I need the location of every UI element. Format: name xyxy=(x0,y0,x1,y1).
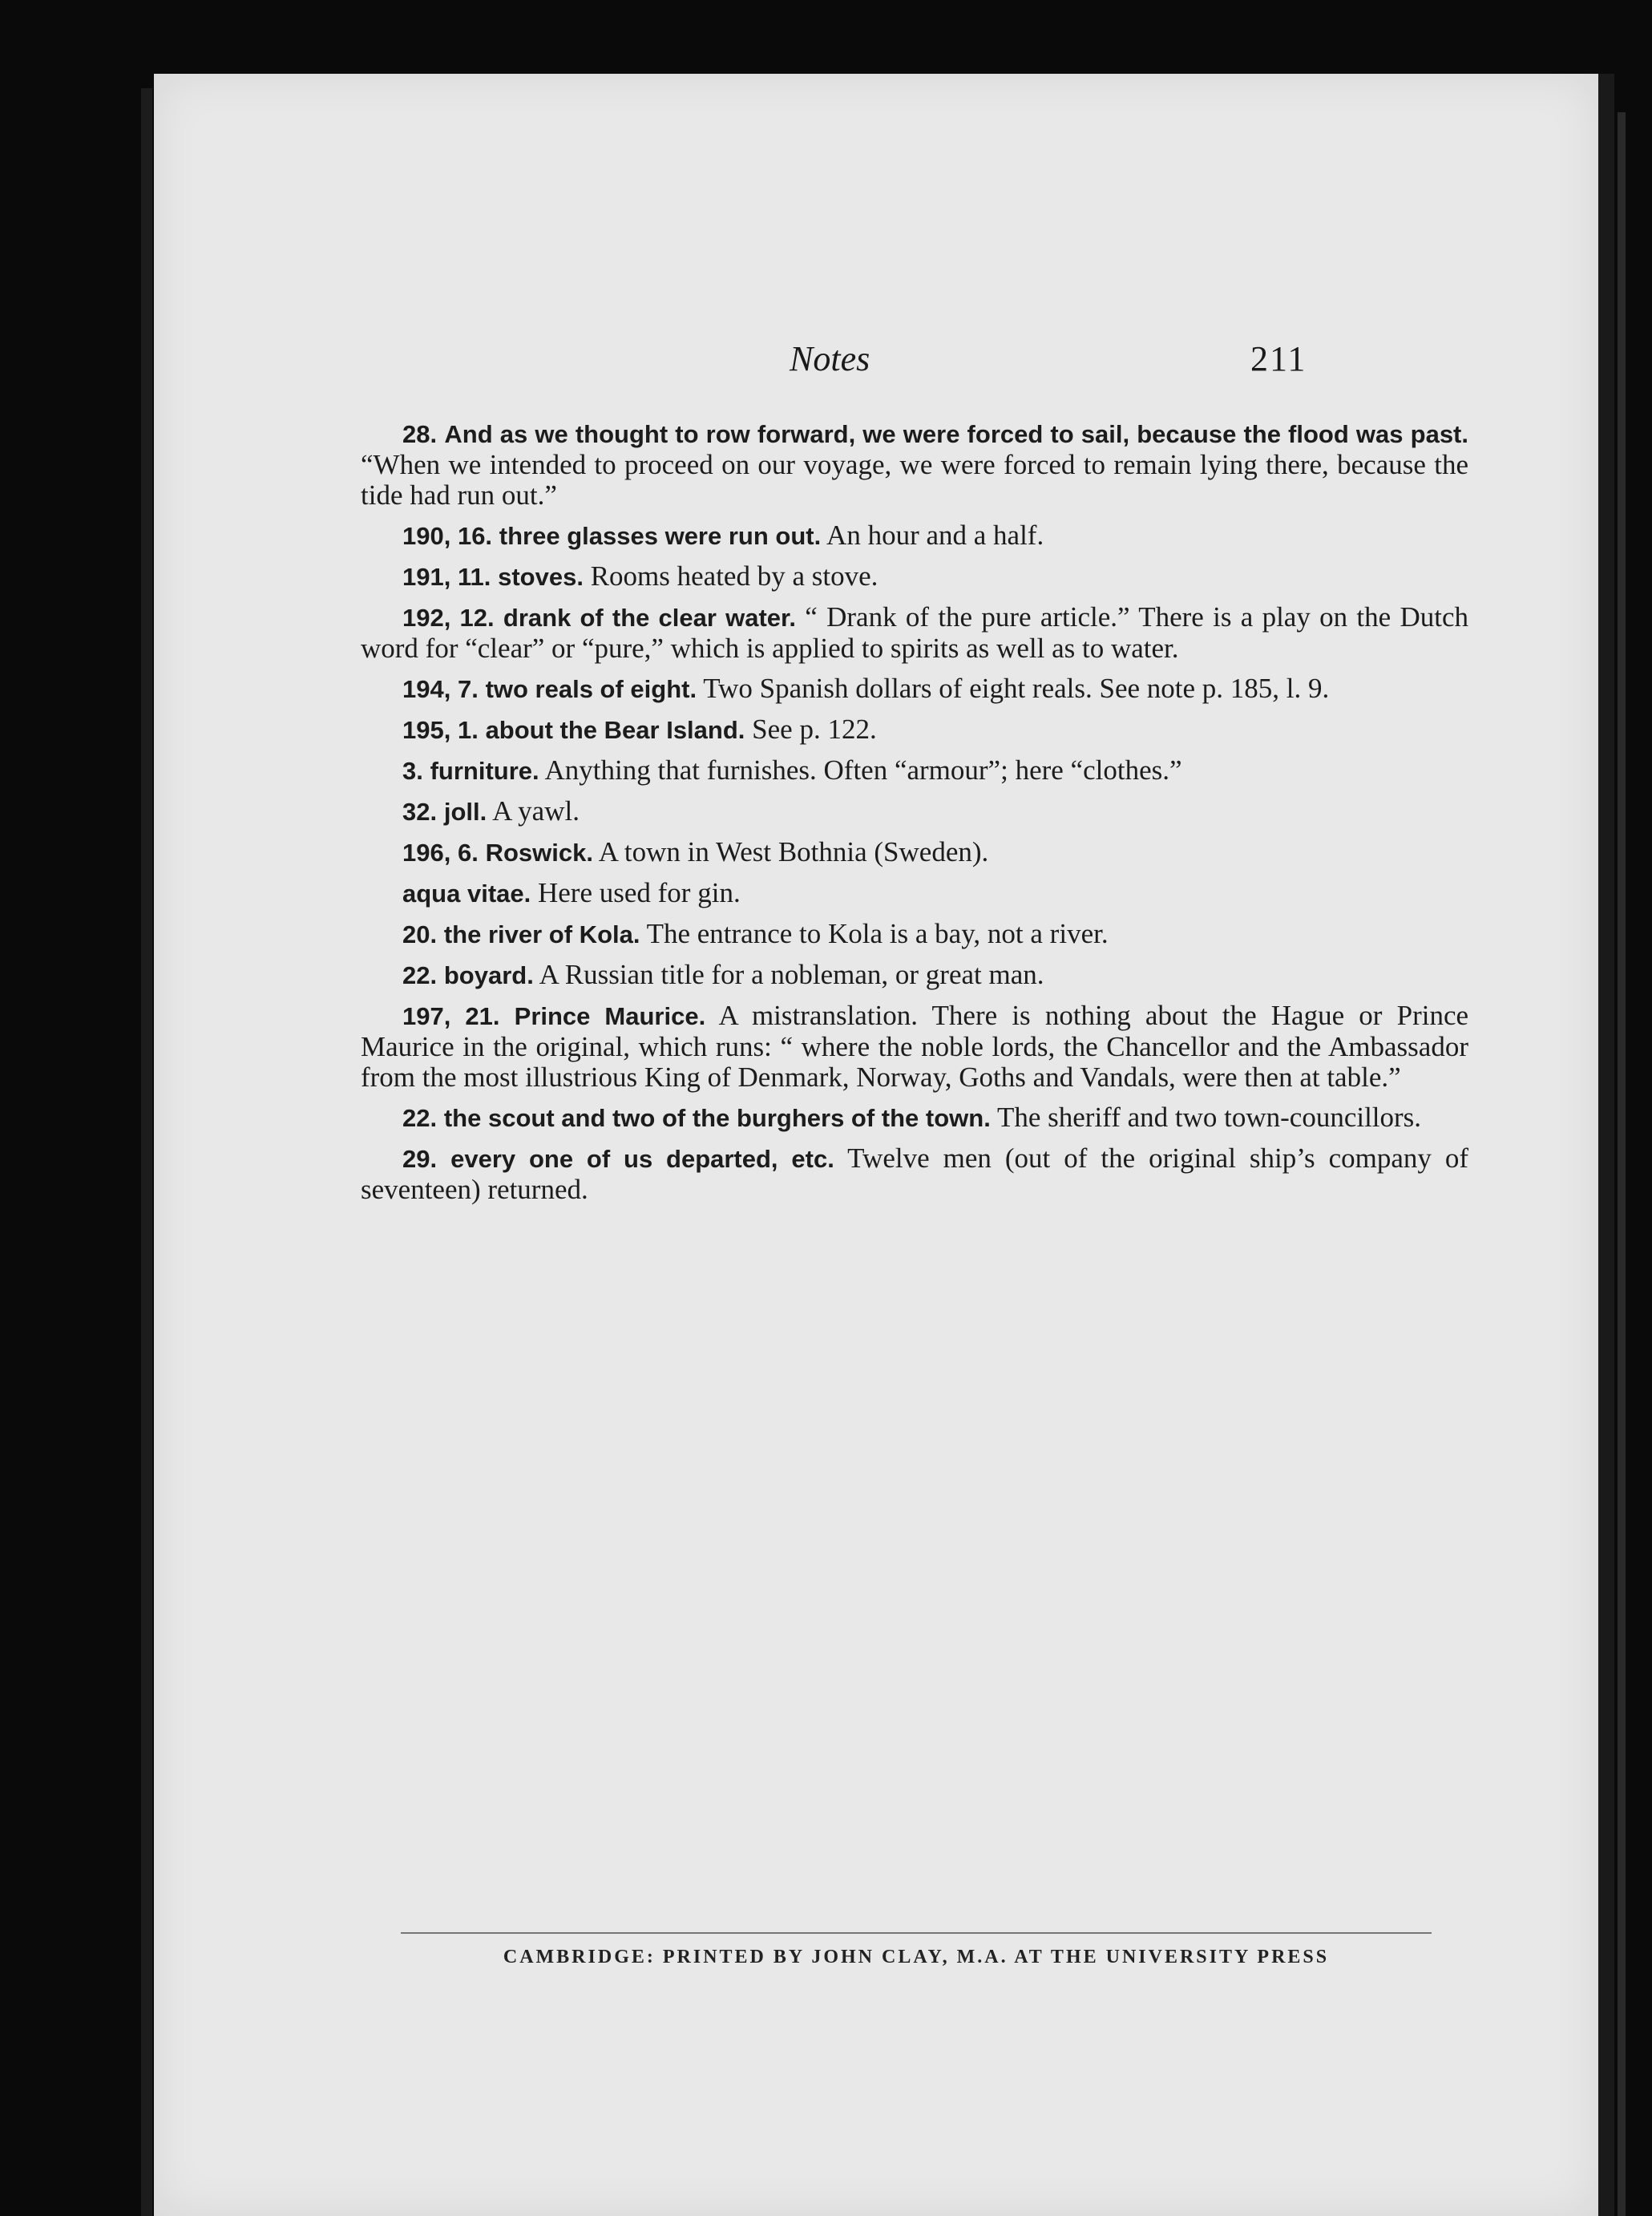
running-head-title: Notes xyxy=(790,339,870,378)
note-gloss: The entrance to Kola is a bay, not a river. xyxy=(646,918,1109,949)
note-lemma: about the Bear Island. xyxy=(485,716,745,744)
note-gloss: A yawl. xyxy=(492,795,580,827)
note-item xyxy=(361,919,1468,950)
note-item xyxy=(361,561,1468,592)
note-item xyxy=(361,755,1468,787)
note-lemma: Prince Maurice. xyxy=(514,1002,706,1030)
note-lemma: the river of Kola. xyxy=(443,920,640,948)
note-ref: 195, 1. xyxy=(402,716,479,744)
note-lemma: stoves. xyxy=(498,563,584,591)
note-item xyxy=(361,837,1468,868)
note-item xyxy=(361,419,1468,511)
note-ref: 28. xyxy=(402,420,438,448)
note-lemma: aqua vitae. xyxy=(402,880,531,908)
binding-shadow xyxy=(141,88,152,2216)
imprint-rule xyxy=(401,1932,1432,1934)
note-item xyxy=(361,1001,1468,1093)
note-ref: 194, 7. xyxy=(402,675,479,703)
note-ref: 190, 16. xyxy=(402,522,493,550)
page-edge-shadow-outer xyxy=(1618,112,1626,2216)
notes-list xyxy=(361,419,1468,1215)
note-lemma: furniture. xyxy=(430,757,539,785)
note-lemma: joll. xyxy=(443,798,487,826)
note-gloss: See p. 122. xyxy=(752,714,877,745)
note-gloss: An hour and a half. xyxy=(826,520,1044,551)
note-lemma: boyard. xyxy=(443,961,534,989)
note-item xyxy=(361,796,1468,827)
note-lemma: the scout and two of the burghers of the town. xyxy=(443,1104,991,1132)
page-edge-shadow xyxy=(1598,74,1614,2216)
note-ref: 20. xyxy=(402,920,438,948)
note-item xyxy=(361,1102,1468,1134)
note-lemma: three glasses were run out. xyxy=(499,522,822,550)
note-gloss: “When we intended to proceed on our voyage, we were forced to remain lying there, because the tide had run out.” xyxy=(361,449,1468,511)
note-lemma: every one of us departed, etc. xyxy=(450,1145,834,1173)
note-ref: 191, 11. xyxy=(402,563,491,591)
note-gloss: Rooms heated by a stove. xyxy=(590,560,879,592)
running-head xyxy=(154,338,1598,386)
note-gloss: Anything that furnishes. Often “armour”; here “clothes.” xyxy=(544,754,1182,786)
note-ref: 32. xyxy=(402,798,438,826)
note-gloss: A town in West Bothnia (Sweden). xyxy=(598,836,989,867)
printer-imprint: CAMBRIDGE: PRINTED BY JOHN CLAY, M.A. AT THE UNIVERSITY PRESS xyxy=(503,1947,1330,1967)
page-number: 211 xyxy=(1250,339,1307,378)
note-lemma: Roswick. xyxy=(485,839,593,867)
note-ref: 192, 12. xyxy=(402,604,495,632)
note-lemma: And as we thought to row forward, we were forced to sail, because the flood was past. xyxy=(444,420,1468,448)
note-item xyxy=(361,520,1468,552)
note-gloss: Two Spanish dollars of eight reals. See note p. 185, l. 9. xyxy=(703,673,1330,704)
note-ref: 197, 21. xyxy=(402,1002,500,1030)
note-ref: 3. xyxy=(402,757,423,785)
note-item xyxy=(361,1143,1468,1205)
note-gloss: Twelve men (out of the original ship’s company of seventeen) returned. xyxy=(361,1142,1469,1205)
note-ref: 22. xyxy=(402,1104,438,1132)
note-ref: 196, 6. xyxy=(402,839,479,867)
note-gloss: Here used for gin. xyxy=(538,877,741,908)
note-lemma: drank of the clear water. xyxy=(503,604,796,632)
note-item xyxy=(361,602,1468,664)
note-gloss: “ Drank of the pure article.” There is a play on the Dutch word for “clear” or “pure,” which is applied to spirits as well as to water. xyxy=(361,601,1469,664)
note-gloss: A mistranslation. There is nothing about the Hague or Prince Maurice in the original, which runs: “ where the noble lords, the Chancellor and the Ambassador from the most illustrious King of Denmark, Norway, Goths and Vandals, were then at table.” xyxy=(361,1000,1469,1093)
note-lemma: two reals of eight. xyxy=(485,675,697,703)
note-item xyxy=(361,673,1468,705)
note-gloss: A Russian title for a nobleman, or great man. xyxy=(539,959,1044,990)
note-item xyxy=(361,960,1468,991)
note-ref: 29. xyxy=(402,1145,438,1173)
note-ref: 22. xyxy=(402,961,438,989)
note-item xyxy=(361,714,1468,746)
note-gloss: The sheriff and two town-councillors. xyxy=(996,1102,1422,1133)
book-page xyxy=(154,74,1598,2216)
note-item xyxy=(361,878,1468,909)
